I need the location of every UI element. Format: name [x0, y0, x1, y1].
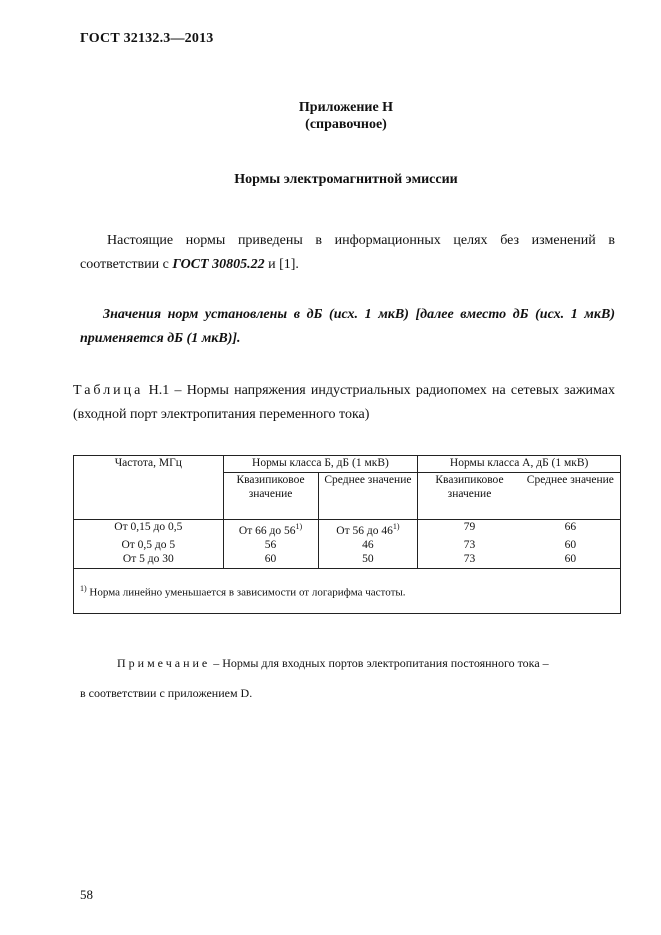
table-row	[74, 552, 621, 569]
note-line-2: в соответствии с приложением D.	[80, 686, 253, 700]
col-frequency-header: Частота, МГц	[74, 456, 224, 520]
cell-b-average: 46	[318, 538, 418, 552]
cell-frequency: От 0,15 до 0,5	[74, 520, 224, 538]
table-footnote-row	[74, 568, 621, 613]
section-title: Нормы электромагнитной эмиссии	[234, 172, 458, 187]
class-b-quasi-header: Квазипиковое значение	[223, 473, 318, 520]
note-text: – Нормы для входных портов электропитания постоянного тока –	[210, 656, 549, 670]
norms-table	[73, 455, 621, 614]
class-b-header: Нормы класса Б, дБ (1 мкВ)	[223, 456, 418, 473]
intro-text-end: и [1].	[264, 257, 299, 272]
cell-a-quasi: 73	[418, 538, 521, 552]
cell-b-quasi: 60	[223, 552, 318, 569]
cell-b-average: От 56 до 46$^{1)}$	[318, 520, 418, 538]
table-caption	[73, 379, 615, 427]
table-header-row	[74, 456, 621, 473]
table-footnote	[74, 568, 621, 613]
page-number: 58	[80, 887, 93, 902]
table-row	[74, 538, 621, 552]
class-a-header: Нормы класса А, дБ (1 мкВ)	[418, 456, 621, 473]
class-b-average-header: Среднее значение	[318, 473, 418, 520]
appendix-title: Приложение Н	[298, 100, 394, 115]
units-paragraph: Значения норм установлены в дБ (исх. 1 мкВ) [далее вместо дБ (исх. 1 мкВ) применяется дБ (1 мкВ)].	[80, 307, 615, 346]
cell-frequency: От 5 до 30	[74, 552, 224, 569]
cell-a-quasi: 79	[418, 520, 521, 538]
cell-b-quasi: 56	[223, 538, 318, 552]
cell-b-quasi: От 66 до 56$^{1)}$	[223, 520, 318, 538]
cell-a-average: 60	[521, 538, 621, 552]
cell-frequency: От 0,5 до 5	[74, 538, 224, 552]
appendix-subtitle: (справочное)	[305, 117, 387, 132]
appendix-heading	[0, 99, 661, 133]
intro-paragraph	[80, 229, 615, 277]
cell-a-quasi: 73	[418, 552, 521, 569]
standard-reference: ГОСТ 30805.22	[172, 257, 265, 272]
footnote-text: Норма линейно уменьшается в зависимости от логарифма частоты.	[86, 586, 406, 599]
document-code: ГОСТ 32132.3—2013	[80, 31, 214, 46]
table-note	[80, 648, 615, 708]
class-a-average-header: Среднее значение	[521, 473, 621, 520]
cell-a-average: 60	[521, 552, 621, 569]
table-row	[74, 520, 621, 538]
intro-text: Настоящие нормы приведены в информационных целях без изменений в соответствии с	[80, 233, 615, 272]
table-label: Таблица	[73, 383, 144, 398]
note-label: Примечание	[117, 656, 211, 670]
note-line-1	[80, 648, 615, 678]
table-caption-text: Н.1 – Нормы напряжения индустриальных радиопомех на сетевых зажимах (входной порт электропитания переменного тока)	[73, 383, 615, 422]
cell-a-average: 66	[521, 520, 621, 538]
class-a-quasi-header: Квазипиковое значение	[418, 473, 521, 520]
cell-b-average: 50	[318, 552, 418, 569]
footnote-mark: 1)	[80, 584, 87, 593]
